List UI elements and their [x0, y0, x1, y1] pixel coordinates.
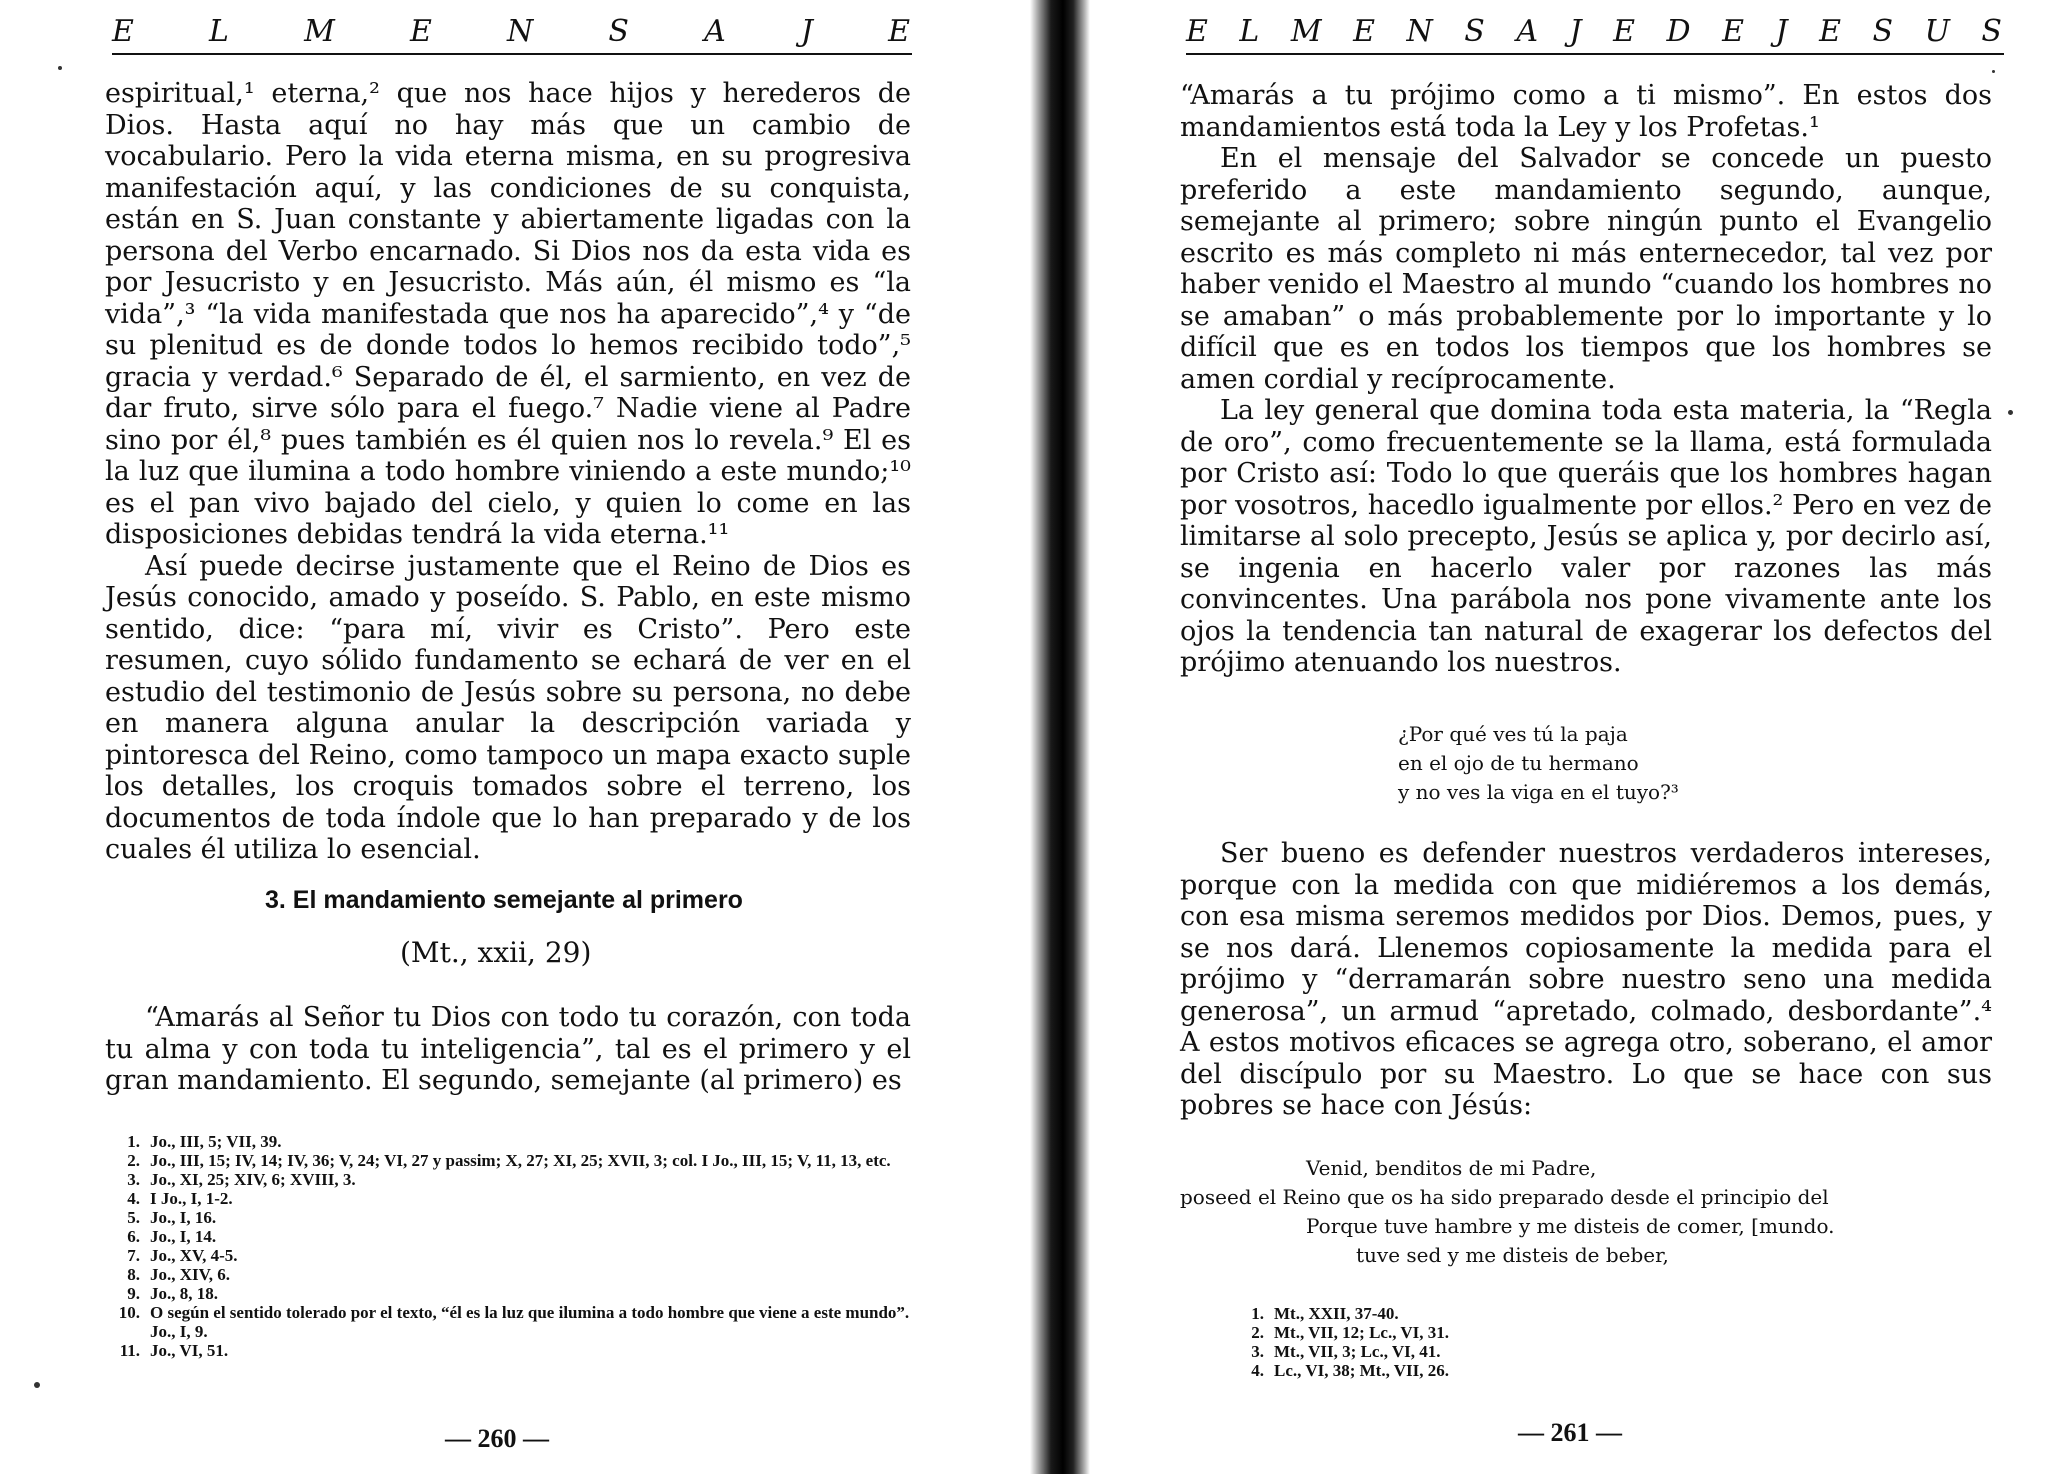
header-letter: S	[608, 14, 631, 49]
footnote: 3. Mt., VII, 3; Lc., VI, 41.	[1251, 1342, 1441, 1361]
footnote: 4. Lc., VI, 38; Mt., VII, 26.	[1251, 1361, 1450, 1380]
footnote: 2. Jo., III, 15; IV, 14; IV, 36; V, 24; VI, 27 y passim; X, 27; XI, 25; XVII, 3; col. I Jo., III, 15; V, 11, 13, etc.	[127, 1151, 891, 1170]
verse-line: en el ojo de tu hermano	[1398, 751, 1639, 775]
verse-line: poseed el Reino que os ha sido preparado desde el principio del	[1180, 1185, 1829, 1209]
header-letter: U	[1924, 14, 1952, 49]
header-letter: E	[1186, 14, 1210, 49]
header-letter: E	[112, 14, 136, 49]
header-letter: E	[409, 14, 434, 49]
header-letter: S	[1981, 14, 2004, 49]
header-letter: N	[1406, 14, 1435, 49]
header-letter: A	[704, 14, 728, 49]
header-letter: L	[209, 14, 231, 49]
header-letter: S	[1872, 14, 1896, 49]
verse-line: Porque tuve hambre y me disteis de comer, [mundo.	[1306, 1214, 1835, 1238]
header-letter: M	[304, 14, 337, 49]
scan-speck	[58, 66, 62, 70]
paragraph: La ley general que domina toda esta materia, la “Regla de oro”, como frecuentemente se la llama, está formulada por Cristo así: Todo lo que queráis que los hombres hagan por vosotros, hacedlo igualmente por ellos.² Pero en vez de limitarse al solo precepto, Jesús se aplica y, por decirlo así, se ingenia en hacerlo valer por razones las más convincentes. Una parábola nos pone vivamente ante los ojos la tendencia tan natural de exagerar los defectos del prójimo atenuando los nuestros.	[1180, 395, 1992, 678]
verse-line: Venid, benditos de mi Padre,	[1306, 1156, 1597, 1180]
header-letter: J	[1569, 14, 1584, 49]
header-letter: M	[1290, 14, 1324, 49]
scan-speck	[34, 1382, 40, 1388]
paragraph: espiritual,¹ eterna,² que nos hace hijos y herederos de Dios. Hasta aquí no hay más que un cambio de vocabulario. Pero la vida eterna misma, en su progresiva manifestación aquí, y las condiciones de su conquista, están en S. Juan constante y abiertamente ligadas con la persona del Verbo encarnado. Si Dios nos da esta vida es por Jesucristo y en Jesucristo. Más aún, él mismo es “la vida”,³ “la vida manifestada que nos ha aparecido”,⁴ y “de su plenitud es de donde todos lo hemos recibido todo”,⁵ gracia y verdad.⁶ Separado de él, el sarmiento, en vez de dar fruto, sirve sólo para el fuego.⁷ Nadie viene al Padre sino por él,⁸ pues también es él quien nos lo revela.⁹ El es la luz que ilumina a todo hombre viniendo a este mundo;¹⁰ es el pan vivo bajado del cielo, y quien lo come en las disposiciones debidas tendrá la vida eterna.¹¹	[105, 78, 911, 550]
paragraph: “Amarás a tu prójimo como a ti mismo”. En estos dos mandamientos está toda la Ley y los Profetas.¹	[1180, 80, 1992, 143]
header-letter: N	[507, 14, 536, 49]
section-reference: (Mt., xxii, 29)	[400, 936, 592, 969]
footnote: 5. Jo., I, 16.	[127, 1208, 217, 1227]
left-page-number: — 260 —	[445, 1424, 549, 1453]
paragraph: Ser bueno es defender nuestros verdaderos intereses, porque con la medida con que midiéremos a los demás, con esa misma seremos medidos por Dios. Demos, pues, y se nos dará. Llenemos copiosamente la medida para el prójimo y “derramarán sobre nuestro seno una medida generosa”, un armud “apretado, colmado, desbordante”.⁴ A estos motivos eficaces se agrega otro, soberano, el amor del discípulo por su Maestro. Lo que se hace con sus pobres se hace con Jésús:	[1180, 838, 1992, 1121]
footnote: 1. Mt., XXII, 37-40.	[1251, 1304, 1399, 1323]
verse-line: tuve sed y me disteis de beber,	[1356, 1243, 1669, 1267]
book-gutter-shadow	[1030, 0, 1090, 1474]
left-running-header	[112, 14, 912, 55]
quoted-verse	[1180, 1154, 2000, 1270]
verse-line: ¿Por qué ves tú la paja	[1398, 722, 1628, 746]
paragraph: “Amarás al Señor tu Dios con todo tu corazón, con toda tu alma y con toda tu inteligencia”, tal es el primero y el gran mandamiento. El segundo, semejante (al primero) es	[105, 1002, 911, 1096]
right-running-header	[1186, 14, 2004, 55]
right-footnotes	[1222, 1304, 1922, 1380]
header-letter: E	[888, 14, 912, 49]
header-letter: D	[1666, 14, 1693, 49]
header-letter: E	[1353, 14, 1377, 49]
left-body-text-bottom	[105, 1002, 911, 1097]
footnote: 8. Jo., XIV, 6.	[127, 1265, 230, 1284]
footnote: 7. Jo., XV, 4-5.	[127, 1246, 238, 1265]
header-letter: E	[1613, 14, 1637, 49]
footnote: 2. Mt., VII, 12; Lc., VI, 31.	[1251, 1323, 1450, 1342]
footnote: 10. O según el sentido tolerado por el texto, “él es la luz que ilumina a todo hombre que viene a este mundo”. Jo., I, 9.	[118, 1303, 910, 1341]
footnote: 3. Jo., XI, 25; XIV, 6; XVIII, 3.	[127, 1170, 356, 1189]
footnote: 4. I Jo., I, 1-2.	[127, 1189, 233, 1208]
right-body-text-top	[1180, 80, 1992, 679]
header-letter: L	[1239, 14, 1262, 49]
section-heading: 3. El mandamiento semejante al primero	[265, 886, 743, 914]
paragraph: En el mensaje del Salvador se concede un puesto preferido a este mandamiento segundo, aunque, semejante al primero; sobre ningún punto el Evangelio escrito es más completo ni más enternecedor, tal vez por haber venido el Maestro al mundo “cuando los hombres no se amaban” o más probablemente por lo importante y lo difícil que es en todos los tiempos que los hombres se amen cordial y recíprocamente.	[1180, 143, 1992, 395]
footnote: 9. Jo., 8, 18.	[127, 1284, 218, 1303]
footnote: 11. Jo., VI, 51.	[119, 1341, 229, 1360]
footnote: 1. Jo., III, 5; VII, 39.	[127, 1132, 282, 1151]
verse-line: y no ves la viga en el tuyo?³	[1398, 780, 1679, 804]
header-letter: E	[1819, 14, 1843, 49]
header-letter: J	[1775, 14, 1790, 49]
left-footnotes	[98, 1132, 918, 1360]
paragraph: Así puede decirse justamente que el Reino de Dios es Jesús conocido, amado y poseído. S. Pablo, en este mismo sentido, dice: “para mí, vivir es Cristo”. Pero este resumen, cuyo sólido fundamento se echará de ver en el estudio del testimonio de Jesús sobre su persona, no debe en manera alguna anular la descripción variada y pintoresca del Reino, como tampoco un mapa exacto suple los detalles, los croquis tomados sobre el terreno, los documentos de toda índole que lo han preparado y de los cuales él utiliza lo esencial.	[105, 550, 911, 865]
scan-speck	[1992, 70, 1995, 73]
footnote: 6. Jo., I, 14.	[127, 1227, 217, 1246]
quoted-verse	[1398, 720, 1679, 807]
header-letter: E	[1722, 14, 1746, 49]
header-letter: S	[1464, 14, 1487, 49]
right-page-number: — 261 —	[1518, 1418, 1622, 1447]
right-body-text-bottom	[1180, 838, 1992, 1122]
header-letter: A	[1516, 14, 1541, 49]
scan-speck	[2008, 410, 2013, 415]
header-letter: J	[800, 14, 815, 49]
left-body-text-top	[105, 78, 911, 866]
